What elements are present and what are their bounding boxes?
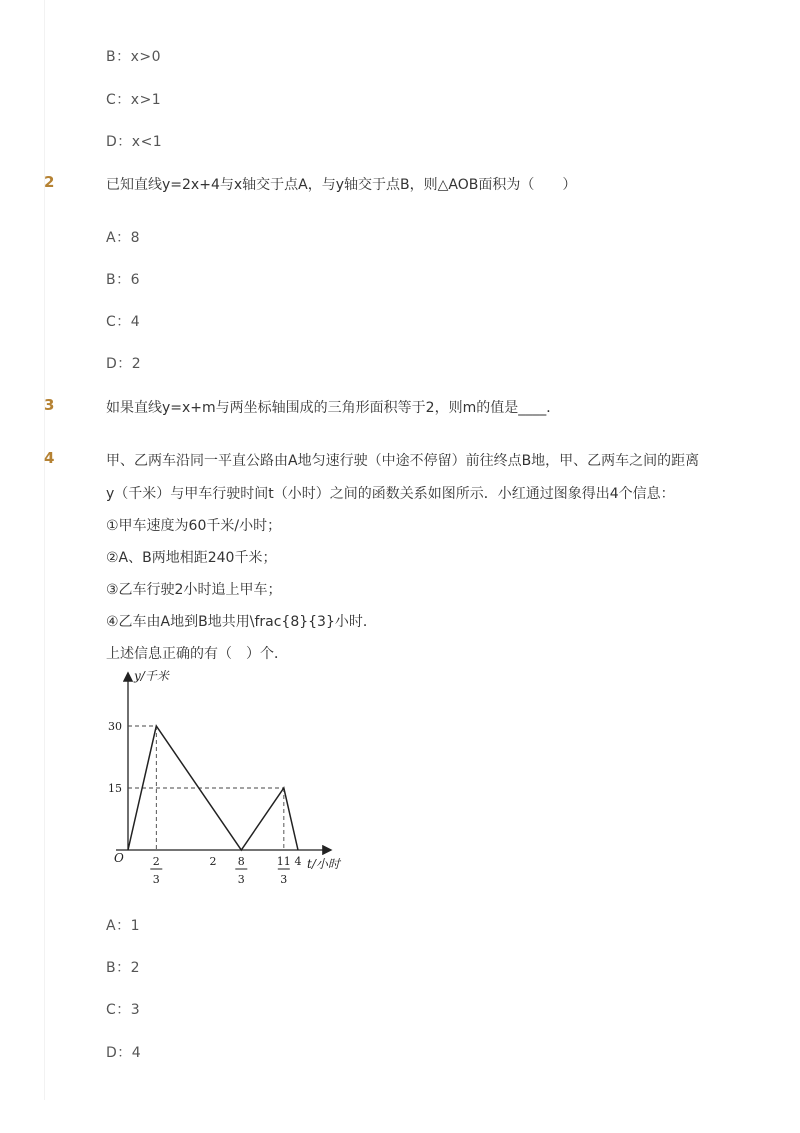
q1-option-b[interactable]: [106, 46, 161, 66]
q2-number: 2: [44, 173, 55, 191]
option-text: x<1: [131, 134, 163, 150]
q4-option-d[interactable]: [106, 1042, 141, 1062]
q4-option-b[interactable]: [106, 957, 140, 977]
x-tick-numerator: 2: [152, 855, 160, 868]
q4-number: 4: [44, 449, 55, 467]
option-letter: A：: [106, 230, 131, 246]
option-letter: D：: [106, 356, 132, 372]
q4-line-1: 甲、乙两车沿同一平直公路由A地匀速行驶（中途不停留）前往终点B地，甲、乙两车之间的距离: [106, 453, 700, 469]
q2-option-d[interactable]: [106, 353, 141, 373]
option-text: 8: [130, 230, 140, 246]
x-tick-four: 4: [294, 855, 302, 868]
x-tick-two-thirds: [150, 855, 162, 886]
x-tick-eleven-thirds: [277, 855, 291, 886]
option-letter: C：: [106, 92, 131, 108]
option-letter: D：: [106, 134, 132, 150]
option-letter: C：: [106, 1002, 131, 1018]
x-tick-numerator: 11: [276, 855, 291, 868]
q4-line-6: ④乙车由A地到B地共用\frac{8}{3}小时．: [106, 614, 377, 630]
y-tick-15: 15: [108, 782, 122, 795]
option-text: 4: [131, 1045, 142, 1061]
x-tick-denominator: 3: [237, 873, 245, 886]
q2-option-a[interactable]: [106, 227, 140, 247]
q4-line-5: ③乙车行驶2小时追上甲车；: [106, 582, 282, 598]
q4-option-a[interactable]: [106, 915, 140, 935]
option-letter: A：: [106, 918, 131, 934]
q1-option-d[interactable]: [106, 131, 162, 151]
q4-line-7: 上述信息正确的有（ ）个．: [106, 646, 288, 662]
q1-option-c[interactable]: [106, 89, 161, 109]
y-tick-30: 30: [108, 720, 122, 733]
option-letter: C：: [106, 314, 131, 330]
option-letter: B：: [106, 49, 131, 65]
option-text: 2: [131, 356, 142, 372]
y-axis-label: y/千米: [134, 669, 169, 683]
origin-label: O: [114, 851, 124, 865]
q2-option-b[interactable]: [106, 269, 140, 289]
q3-number: 3: [44, 396, 55, 414]
option-text: x>1: [130, 92, 162, 108]
x-tick-numerator: 8: [237, 855, 245, 868]
page-edge: [44, 0, 45, 1100]
option-text: 2: [130, 960, 141, 976]
q4-line-4: ②A、B两地相距240千米；: [106, 550, 277, 566]
option-text: 3: [130, 1002, 141, 1018]
q4-option-c[interactable]: [106, 999, 140, 1019]
x-tick-two: 2: [209, 855, 217, 868]
option-text: 4: [130, 314, 141, 330]
option-text: 6: [130, 272, 141, 288]
x-tick-eight-thirds: [235, 855, 247, 886]
option-text: x>0: [130, 49, 162, 65]
option-letter: B：: [106, 960, 131, 976]
x-tick-denominator: 3: [280, 873, 288, 886]
x-axis-label: t/小时: [307, 857, 340, 871]
option-text: 1: [130, 918, 140, 934]
function-graph: [108, 668, 358, 893]
q2-text: 已知直线y=2x+4与x轴交于点A，与y轴交于点B，则△AOB面积为（ ）: [106, 177, 577, 193]
q4-line-3: ①甲车速度为60千米/小时；: [106, 518, 282, 534]
q4-line-2: y（千米）与甲车行驶时间t（小时）之间的函数关系如图所示．小红通过图象得出4个信息：: [106, 486, 675, 502]
q3-text: 如果直线y=x+m与两坐标轴围成的三角形面积等于2，则m的值是____．: [106, 400, 561, 416]
x-tick-denominator: 3: [152, 873, 160, 886]
option-letter: B：: [106, 272, 131, 288]
option-letter: D：: [106, 1045, 132, 1061]
q2-option-c[interactable]: [106, 311, 140, 331]
